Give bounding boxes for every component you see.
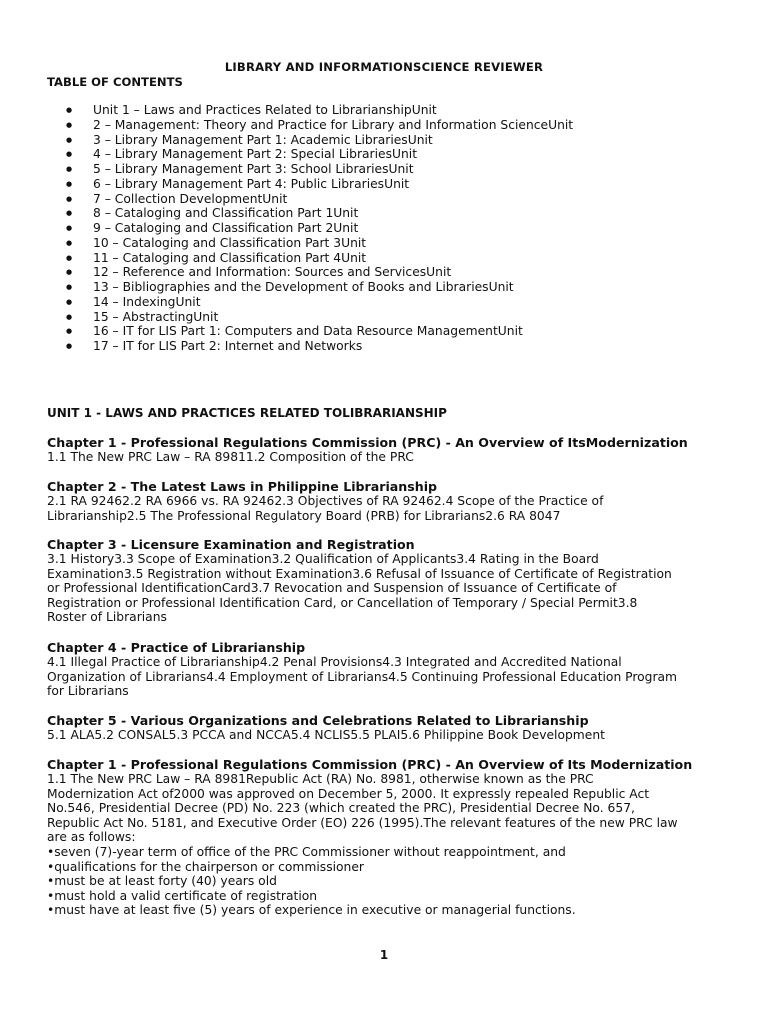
toc-item: ● 12 – Reference and Information: Sources and ServicesUnit [0, 265, 573, 280]
toc-list [0, 103, 573, 354]
toc-heading: TABLE OF CONTENTS [47, 75, 183, 89]
chapter-heading: Chapter 5 - Various Organizations and Celebrations Related to Librarianship [47, 713, 589, 728]
chapter-section [47, 640, 737, 699]
unit-heading: UNIT 1 - LAWS AND PRACTICES RELATED TOLIBRARIANSHIP [47, 406, 447, 420]
chapter-body: 2.1 RA 92462.2 RA 6966 vs. RA 92462.3 Objectives of RA 92462.4 Scope of the Practice of Librarianship2.5 The Professional Regulatory Board (PRB) for Librarians2.6 RA 8047 [47, 494, 604, 523]
bullet-line: •must have at least five (5) years of experience in executive or managerial functions. [47, 903, 576, 918]
chapter-body: 4.1 Illegal Practice of Librarianship4.2 Penal Provisions4.3 Integrated and Accredited National Organization of Librarians4.4 Employment of Librarians4.5 Continuing Professional Education Program for Librarians [47, 655, 678, 699]
chapter-heading: Chapter 1 - Professional Regulations Commission (PRC) - An Overview of Its Modernization [47, 757, 693, 772]
toc-item: ● 7 – Collection DevelopmentUnit [0, 192, 573, 207]
toc-item: ● 3 – Library Management Part 1: Academic LibrariesUnit [0, 133, 573, 148]
toc-item: ● 9 – Cataloging and Classification Part 2Unit [0, 221, 573, 236]
page-number: 1 [379, 948, 389, 962]
toc-item: ● 13 – Bibliographies and the Development of Books and LibrariesUnit [0, 280, 573, 295]
toc-item: ● 15 – AbstractingUnit [0, 310, 573, 325]
toc-item: ● 17 – IT for LIS Part 2: Internet and Networks [0, 339, 573, 354]
toc-item: ● 8 – Cataloging and Classification Part 1Unit [0, 206, 573, 221]
bullet-line: •must be at least forty (40) years old [47, 874, 277, 889]
chapter-section [47, 713, 737, 743]
chapter-section [47, 757, 737, 918]
chapter-body: 5.1 ALA5.2 CONSAL5.3 PCCA and NCCA5.4 NCLIS5.5 PLAI5.6 Philippine Book Development [47, 728, 605, 742]
chapter-heading: Chapter 4 - Practice of Librarianship [47, 640, 306, 655]
chapter-body: 3.1 History3.3 Scope of Examination3.2 Qualification of Applicants3.4 Rating in the Board Examination3.5 Registration without Examination3.6 Refusal of Issuance of Certificate of Registration or Professional IdentificationCard3.7 Revocation and Suspension of Issuance of Certificate of Registration or Professional Identification Card, or Cancellation of Temporary / Special Permit3.8 Roster of Librarians [47, 552, 672, 625]
toc-item: ● 4 – Library Management Part 2: Special LibrariesUnit [0, 147, 573, 162]
chapter-body: 1.1 The New PRC Law – RA 89811.2 Composition of the PRC [47, 450, 414, 464]
chapter-section [47, 537, 737, 625]
chapter-section [47, 435, 737, 465]
toc-item: ● 5 – Library Management Part 3: School LibrariesUnit [0, 162, 573, 177]
chapter-heading: Chapter 3 - Licensure Examination and Registration [47, 537, 415, 552]
document-title: LIBRARY AND INFORMATIONSCIENCE REVIEWER [224, 60, 544, 74]
bullet-line: •must hold a valid certificate of registration [47, 888, 318, 903]
chapter-section [47, 479, 737, 523]
toc-item: ● 11 – Cataloging and Classification Part 4Unit [0, 251, 573, 266]
toc-item: ● 10 – Cataloging and Classification Part 3Unit [0, 236, 573, 251]
toc-item: ● 16 – IT for LIS Part 1: Computers and Data Resource ManagementUnit [0, 324, 573, 339]
toc-item: ● 14 – IndexingUnit [0, 295, 573, 310]
toc-item: ● Unit 1 – Laws and Practices Related to LibrarianshipUnit [0, 103, 573, 118]
chapter-body: 1.1 The New PRC Law – RA 8981Republic Act (RA) No. 8981, otherwise known as the PRC Modernization Act of2000 was approved on December 5, 2000. It expressly repealed Republic Act No.546, Presidential Decree (PD) No. 223 (which created the PRC), Presidential Decree No. 657, Republic Act No. 5181, and Executive Order (EO) 226 (1995).The relevant features of the new PRC law are as follows: [47, 772, 678, 845]
toc-item: ● 2 – Management: Theory and Practice for Library and Information ScienceUnit [0, 118, 573, 133]
chapter-heading: Chapter 2 - The Latest Laws in Philippine Librarianship [47, 479, 438, 494]
bullet-line: •seven (7)-year term of office of the PRC Commissioner without reappointment, and [47, 844, 566, 859]
chapter-heading: Chapter 1 - Professional Regulations Commission (PRC) - An Overview of ItsModernization [47, 435, 688, 450]
bullet-line: •qualifications for the chairperson or commissioner [47, 859, 364, 874]
toc-item: ● 6 – Library Management Part 4: Public LibrariesUnit [0, 177, 573, 192]
